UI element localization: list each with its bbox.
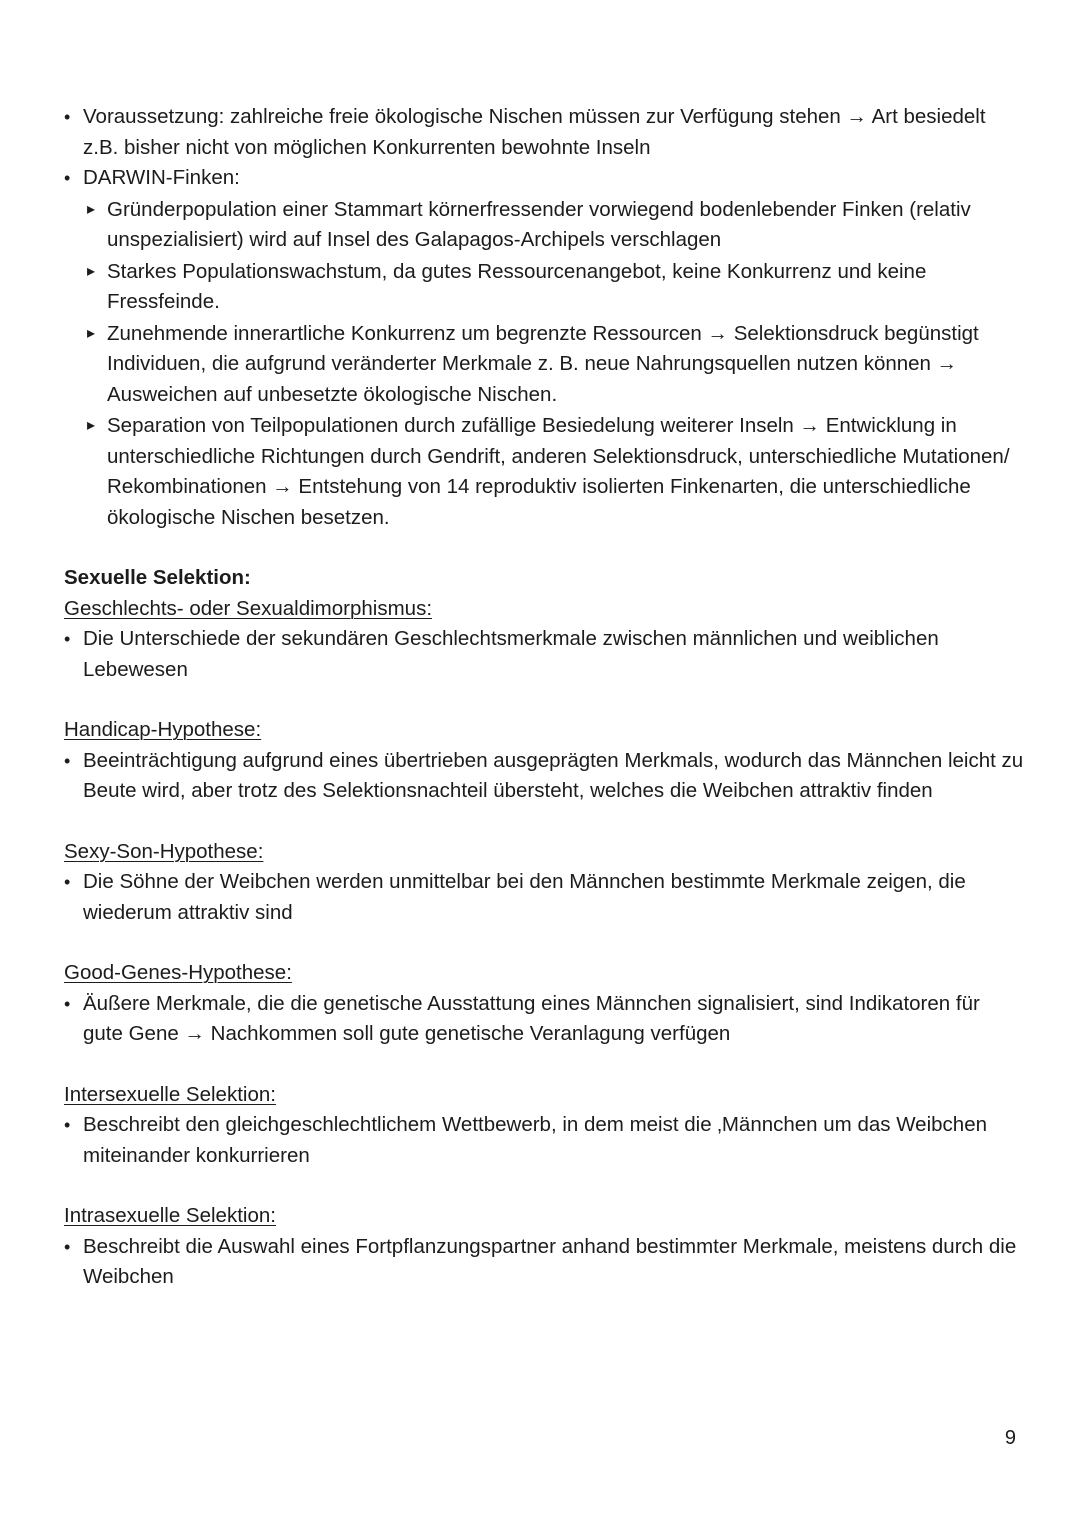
section-item-intersexuell <box>64 1080 1024 1172</box>
section-item-good-genes <box>64 958 1024 1050</box>
list-item: • Äußere Merkmale, die die genetische Ausstattung eines Männchen signalisiert, sind Indikatoren für gute Gene → Nachkommen soll gute genetische Veranlagung verfügen <box>64 989 1024 1050</box>
darwin-subpoint-list <box>83 195 1024 534</box>
list-item: • Die Söhne der Weibchen werden unmittelbar bei den Männchen bestimmte Merkmale zeigen, die wiederum attraktiv sind <box>64 867 1024 928</box>
section-item-intrasexuell <box>64 1201 1024 1293</box>
voraussetzung-text: Voraussetzung: zahlreiche freie ökologische Nischen müssen zur Verfügung stehen → Art besiedelt z.B. bisher nicht von möglichen Konkurrenten bewohnte Inseln <box>83 105 986 159</box>
subheading: Sexy-Son-Hypothese: <box>64 839 264 863</box>
page-content <box>64 102 1024 1293</box>
section-title: Sexuelle Selektion: <box>64 566 251 589</box>
darwin-subpoint: ▸ Gründerpopulation einer Stammart körnerfressender vorwiegend bodenlebender Finken (relativ unspezialisiert) wird auf Insel des Galapagos-Archipels verschlagen <box>83 195 1024 256</box>
list-item: • Beschreibt den gleichgeschlechtlichem Wettbewerb, in dem meist die ‚Männchen um das Weibchen miteinander konkurrieren <box>64 1110 1024 1171</box>
subheading: Intersexuelle Selektion: <box>64 1082 276 1106</box>
list-item: • Beeinträchtigung aufgrund eines übertrieben ausgeprägten Merkmals, wodurch das Männchen leicht zu Beute wird, aber trotz des Selektionsnachteil übersteht, welches die Weibchen attraktiv finden <box>64 746 1024 807</box>
list-item: • Beschreibt die Auswahl eines Fortpflanzungspartner anhand bestimmter Merkmale, meistens durch die Weibchen <box>64 1232 1024 1293</box>
list-item-voraussetzung <box>64 102 1024 163</box>
section-item-handicap <box>64 715 1024 807</box>
page-number: 9 <box>1004 1427 1016 1449</box>
darwin-finken-label: DARWIN-Finken: <box>83 166 240 189</box>
darwin-subpoint: ▸ Separation von Teilpopulationen durch zufällige Besiedelung weiterer Inseln → Entwicklung in unterschiedliche Richtungen durch Gendrift, anderen Selektionsdruck, unterschiedliche Mutationen/ Rekombinationen → Entstehung von 14 reproduktiv isolierten Finkenarten, die unterschiedliche ökologische Nischen besetzen. <box>83 411 1024 533</box>
list-item-darwin-finken <box>64 163 1024 533</box>
darwin-subpoint: ▸ Starkes Populationswachstum, da gutes Ressourcenangebot, keine Konkurrenz und keine Fressfeinde. <box>83 257 1024 318</box>
section-item-sexy-son <box>64 837 1024 929</box>
list-item: • Die Unterschiede der sekundären Geschlechtsmerkmale zwischen männlichen und weiblichen Lebewesen <box>64 624 1024 685</box>
section-item-dimorphismus <box>64 594 1024 686</box>
subheading: Geschlechts- oder Sexualdimorphismus: <box>64 596 433 620</box>
darwin-subpoint: ▸ Zunehmende innerartliche Konkurrenz um begrenzte Ressourcen → Selektionsdruck begünstigt Individuen, die aufgrund veränderter Merkmale z. B. neue Nahrungsquellen nutzen können → Ausweichen auf unbesetzte ökologische Nischen. <box>83 319 1024 411</box>
subheading: Good-Genes-Hypothese: <box>64 961 292 984</box>
subheading: Intrasexuelle Selektion: <box>64 1204 276 1227</box>
subheading: Handicap-Hypothese: <box>64 718 262 741</box>
intro-list <box>64 102 1024 533</box>
